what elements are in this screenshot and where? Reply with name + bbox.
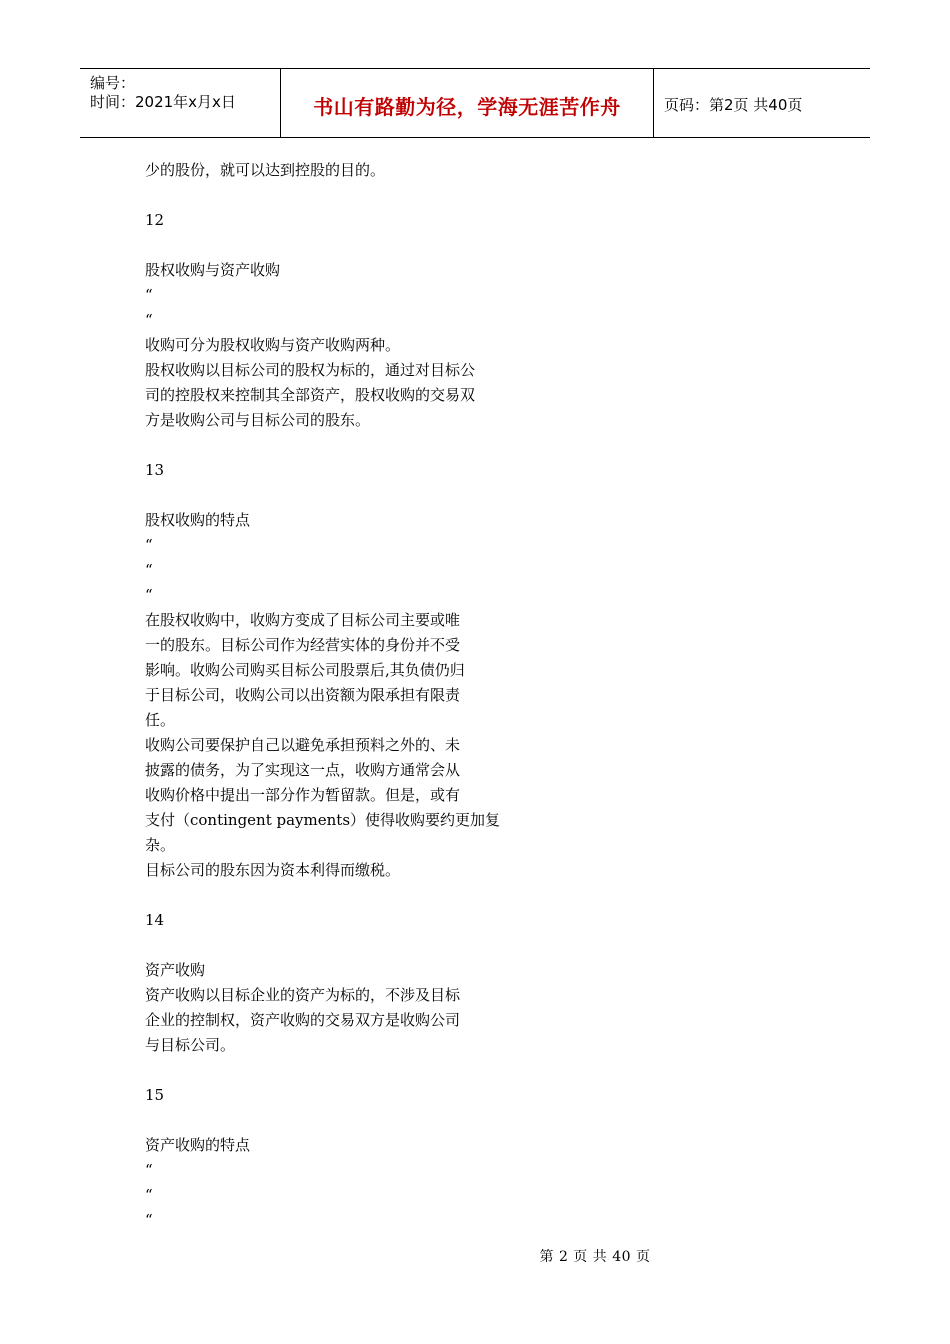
paragraph-line: 收购公司要保护自己以避免承担预料之外的、未 — [145, 736, 461, 754]
bullet-mark: “ — [145, 1161, 153, 1179]
slide-number: 13 — [145, 461, 165, 479]
page-footer: 第 2 页 共 40 页 — [539, 1249, 651, 1265]
bullet-mark: “ — [145, 286, 153, 304]
doc-number-label: 编号： — [90, 74, 136, 92]
header-page-cell — [654, 69, 870, 137]
paragraph-line: 股权收购以目标公司的股权为标的，通过对目标公 — [145, 361, 476, 379]
paragraph-line: 影响。收购公司购买目标公司股票后,其负债仍归 — [145, 661, 465, 679]
bullet-mark: “ — [145, 1211, 153, 1229]
bullet-mark: “ — [145, 536, 153, 554]
paragraph-line: 方是收购公司与目标公司的股东。 — [145, 411, 371, 429]
paragraph-line: 于目标公司，收购公司以出资额为限承担有限责 — [145, 686, 461, 704]
paragraph-line: 杂。 — [145, 836, 176, 854]
bullet-mark: “ — [145, 561, 153, 579]
header-motto-cell — [281, 69, 654, 137]
bullet-mark: “ — [145, 586, 153, 604]
section-heading: 资产收购 — [145, 961, 206, 979]
paragraph-line: 支付（contingent payments）使得收购要约更加复 — [145, 811, 501, 829]
section-heading: 股权收购与资产收购 — [145, 261, 281, 279]
paragraph-line: 任。 — [145, 711, 176, 729]
paragraph-line: 企业的控制权，资产收购的交易双方是收购公司 — [145, 1011, 461, 1029]
slide-number: 12 — [145, 211, 165, 229]
header-meta-cell — [80, 69, 281, 137]
paragraph-line: 一的股东。目标公司作为经营实体的身份并不受 — [145, 636, 461, 654]
paragraph-line: 收购可分为股权收购与资产收购两种。 — [145, 336, 401, 354]
paragraph-line: 与目标公司。 — [145, 1036, 236, 1054]
paragraph-line: 在股权收购中，收购方变成了目标公司主要或唯 — [145, 611, 461, 629]
bullet-mark: “ — [145, 1186, 153, 1204]
paragraph-line: 披露的债务，为了实现这一点，收购方通常会从 — [145, 761, 461, 779]
paragraph-line: 目标公司的股东因为资本利得而缴税。 — [145, 861, 401, 879]
page-header — [80, 68, 870, 138]
document-body — [145, 158, 525, 1233]
section-heading: 股权收购的特点 — [145, 511, 251, 529]
doc-time-label: 时间：2021年x月x日 — [90, 93, 236, 111]
header-page-info: 页码：第2页 共40页 — [664, 96, 803, 114]
bullet-mark: “ — [145, 311, 153, 329]
header-motto: 书山有路勤为径，学海无涯苦作舟 — [313, 95, 621, 119]
paragraph-line: 少的股份，就可以达到控股的目的。 — [145, 161, 386, 179]
paragraph-line: 司的控股权来控制其全部资产，股权收购的交易双 — [145, 386, 476, 404]
section-heading: 资产收购的特点 — [145, 1136, 251, 1154]
paragraph-line: 资产收购以目标企业的资产为标的，不涉及目标 — [145, 986, 461, 1004]
paragraph-line: 收购价格中提出一部分作为暂留款。但是，或有 — [145, 786, 461, 804]
slide-number: 14 — [145, 911, 165, 929]
slide-number: 15 — [145, 1086, 165, 1104]
